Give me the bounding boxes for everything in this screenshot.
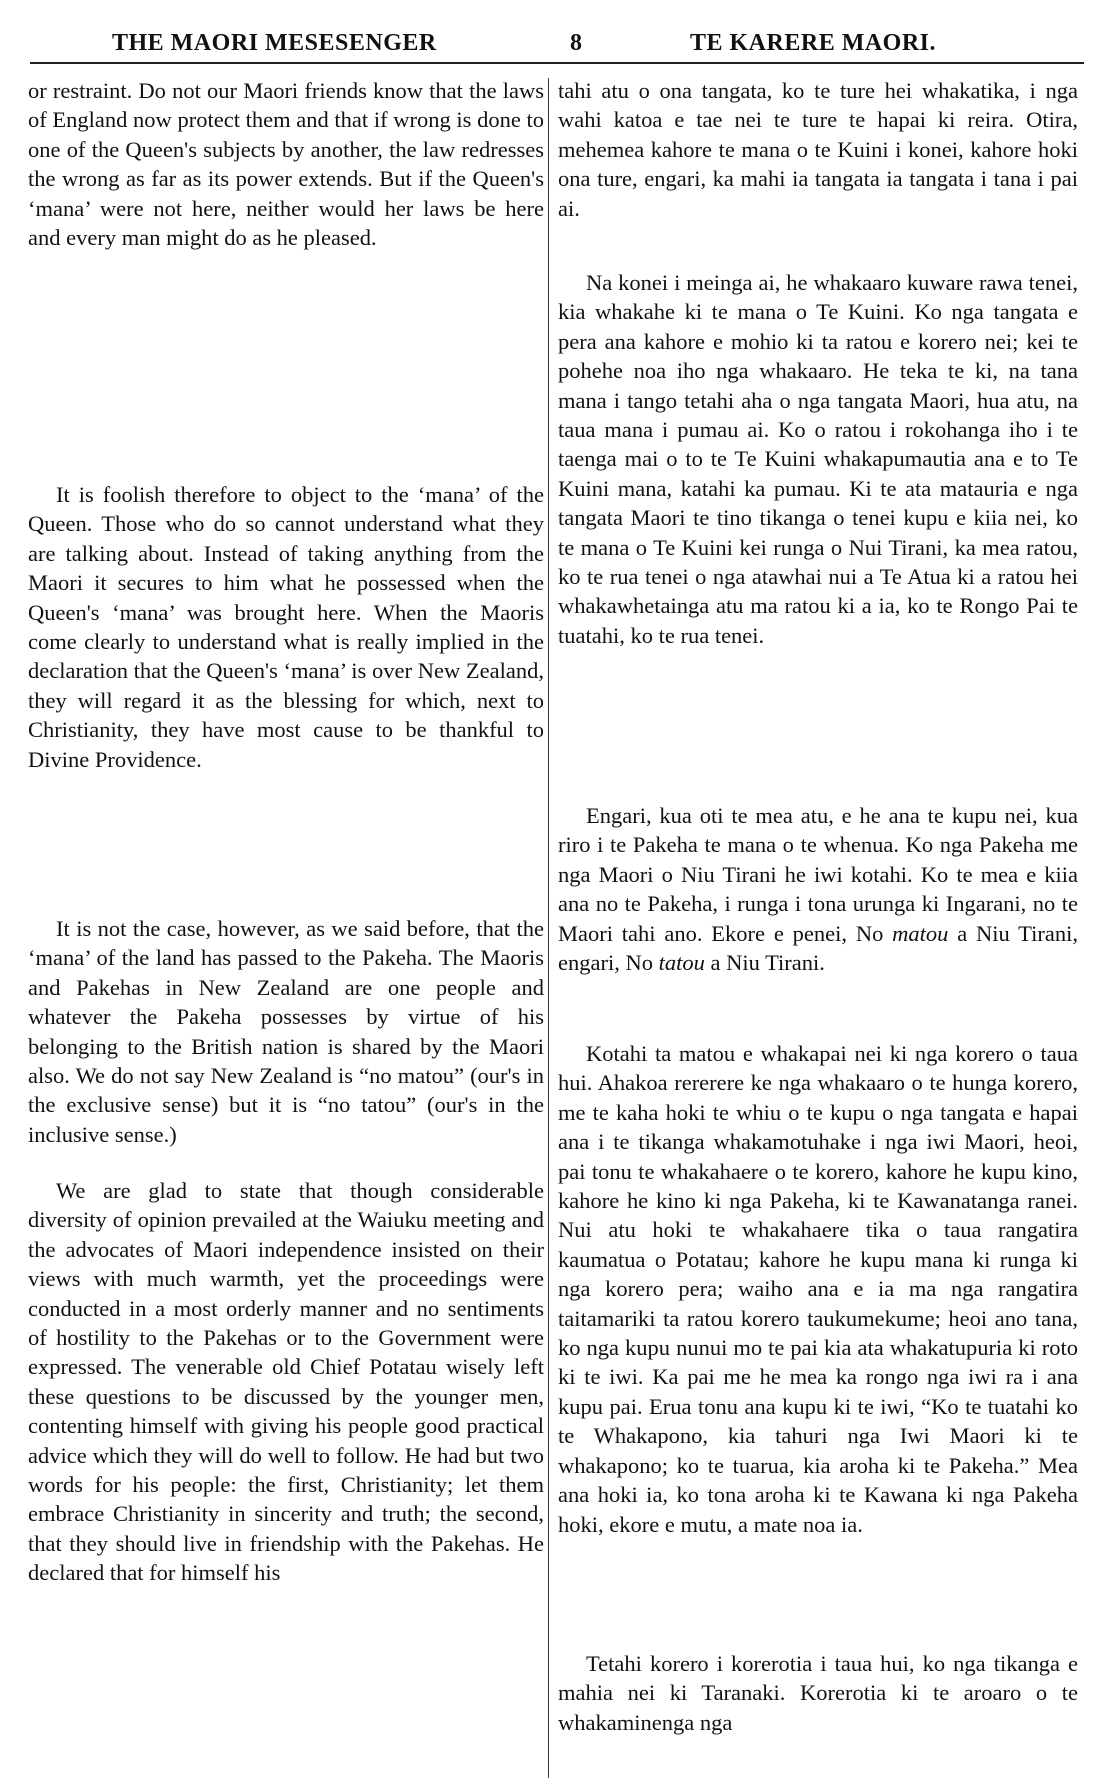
header-maori-title: TE KARERE MAORI. [690, 30, 937, 56]
header-english-title: THE MAORI MESESENGER [112, 30, 437, 56]
english-paragraph: It is not the case, however, as we said before, that the ‘mana’ of the land has passed to the Pakeha. The Maoris and Pakehas in New Zealand are one people and whatever the Pakeha possesses by virtue of his belonging to the British nation is shared by the Maori also. We do not say New Zealand is “no matou” (our's in the exclusive sense) but it is “no tatou” (our's in the inclusive sense.) [28, 916, 544, 1147]
maori-paragraph: Na konei i meinga ai, he whakaaro kuware rawa tenei, kia whakahe ki te mana o Te Kuini. Ko nga tangata e pera ana kahore e mohio ki ta ratou e korero nei; kei te pohehe noa iho nga whakaaro. He teka te ki, na tana mana i tango tetahi aha o nga tangata Maori, hua atu, na taua mana i pumau ai. Ko o ratou i rokohanga iho i te taenga mai o to te Te Kuini whakapumautia ana e to Te Kuini mana, katahi ka pumau. Ki te ata matauria e nga tangata Maori te tino tikanga o tenei kupu e kiia nei, ko te mana o Te Kuini kei runga o Nui Tirani, ka mea ratou, ko te rua tenei o nga atawhai nui a Te Atua ki a ratou hei whakawhetainga atu ma ratou ki a ia, ko te Rongo Pai te tuatahi, ko te rua tenei. [558, 270, 1078, 648]
english-paragraph: or restraint. Do not our Maori friends know that the laws of England now protect them and that if wrong is done to one of the Queen's subjects by another, the law redresses the wrong as far as its power extends. But if the Queen's ‘mana’ were not here, neither would her laws be here and every man might do as he pleased. [28, 78, 544, 251]
maori-paragraph [558, 801, 1078, 977]
maori-text: a Niu Tirani. [704, 950, 825, 976]
maori-text: Engari, kua oti te mea atu, e he ana te kupu nei, kua riro i te Pakeha te mana o te whenua. Ko nga Pakeha me nga Maori o Niu Tirani he iwi kotahi. Ko te mea e kiia ana no te Pakeha, i runga i tona urunga ki Ingarani, no te Maori tahi ano. Ekore e penei, No [558, 803, 1078, 946]
english-paragraph: It is foolish therefore to object to the ‘mana’ of the Queen. Those who do so cannot understand what they are talking about. Instead of taking anything from the Maori it secures to him what he possessed when the Queen's ‘mana’ was brought here. When the Maoris come clearly to understand what is really implied in the declaration that the Queen's ‘mana’ is over New Zealand, they will regard it as the blessing for which, next to Christianity, they have most cause to be thankful to Divine Providence. [28, 482, 544, 772]
page-number: 8 [570, 30, 583, 56]
maori-emphasis: matou [892, 920, 949, 946]
maori-paragraph: tahi atu o ona tangata, ko te ture hei whakatika, i nga wahi katoa e tae nei te ture te hapai ki reira. Otira, mehemea kahore te mana o te Kuini i konei, kahore hoki ona ture, engari, ka mahi ia tangata ia tangata i tana i pai ai. [558, 78, 1078, 221]
english-paragraph: We are glad to state that though considerable diversity of opinion prevailed at the Waiuku meeting and the advocates of Maori independence insisted on their views with much warmth, yet the proceedings were conducted in a most orderly manner and no sentiments of hostility to the Pakehas or to the Government were expressed. The venerable old Chief Potatau wisely left these questions to be discussed by the younger men, contenting himself with giving his people good practical advice which they will do well to follow. He had but two words for his people: the first, Christianity; let them embrace Christianity in sincerity and truth; the second, that they should live in friendship with the Pakehas. He declared that for himself his [28, 1178, 544, 1586]
maori-paragraph: Kotahi ta matou e whakapai nei ki nga korero o taua hui. Ahakoa rererere ke nga whakaaro o te hunga korero, me te kaha hoki te whiu o te kupu o nga tangata e hapai ana i te tikanga whakamotuhake i nga iwi Maori, heoi, pai tonu te whakahaere o te korero, kahore he kupu kino, kahore he kino ki nga Pakeha, ki te Kawanatanga ranei. Nui atu hoki te whakahaere tika o taua rangatira kaumatua o Potatau; kahore he kupu mana ki runga ki nga korero pera; waiho ana e ia ma nga rangatira taitamariki ta ratou korero taukumekume; heoi ano tana, ko nga kupu nunui mo te pai kia ata whakatupuria ki roto ki te iwi. Ka pai me he mea ka rongo nga iwi ra i ana kupu pai. Erua tonu ana kupu ki te iwi, “Ko te tuatahi ko te Whakapono, kia tahuri nga Iwi Maori ki te whakapono; ko te tuarua, kia aroha ki te Pakeha.” Mea ana hoki ia, ko tona aroha ki te Kawana ki nga Pakeha hoki, ekore e mutu, a mate noa ia. [558, 1041, 1078, 1537]
maori-emphasis: tatou [658, 950, 705, 976]
maori-paragraph: Tetahi korero i korerotia i taua hui, ko nga tikanga e mahia nei ki Taranaki. Korerotia ki te aroaro o te whakaminenga nga [558, 1651, 1078, 1735]
column-divider [548, 78, 549, 1778]
page-header [30, 22, 1084, 64]
maori-text: a Niu Tirani, engari, No [558, 920, 1078, 976]
